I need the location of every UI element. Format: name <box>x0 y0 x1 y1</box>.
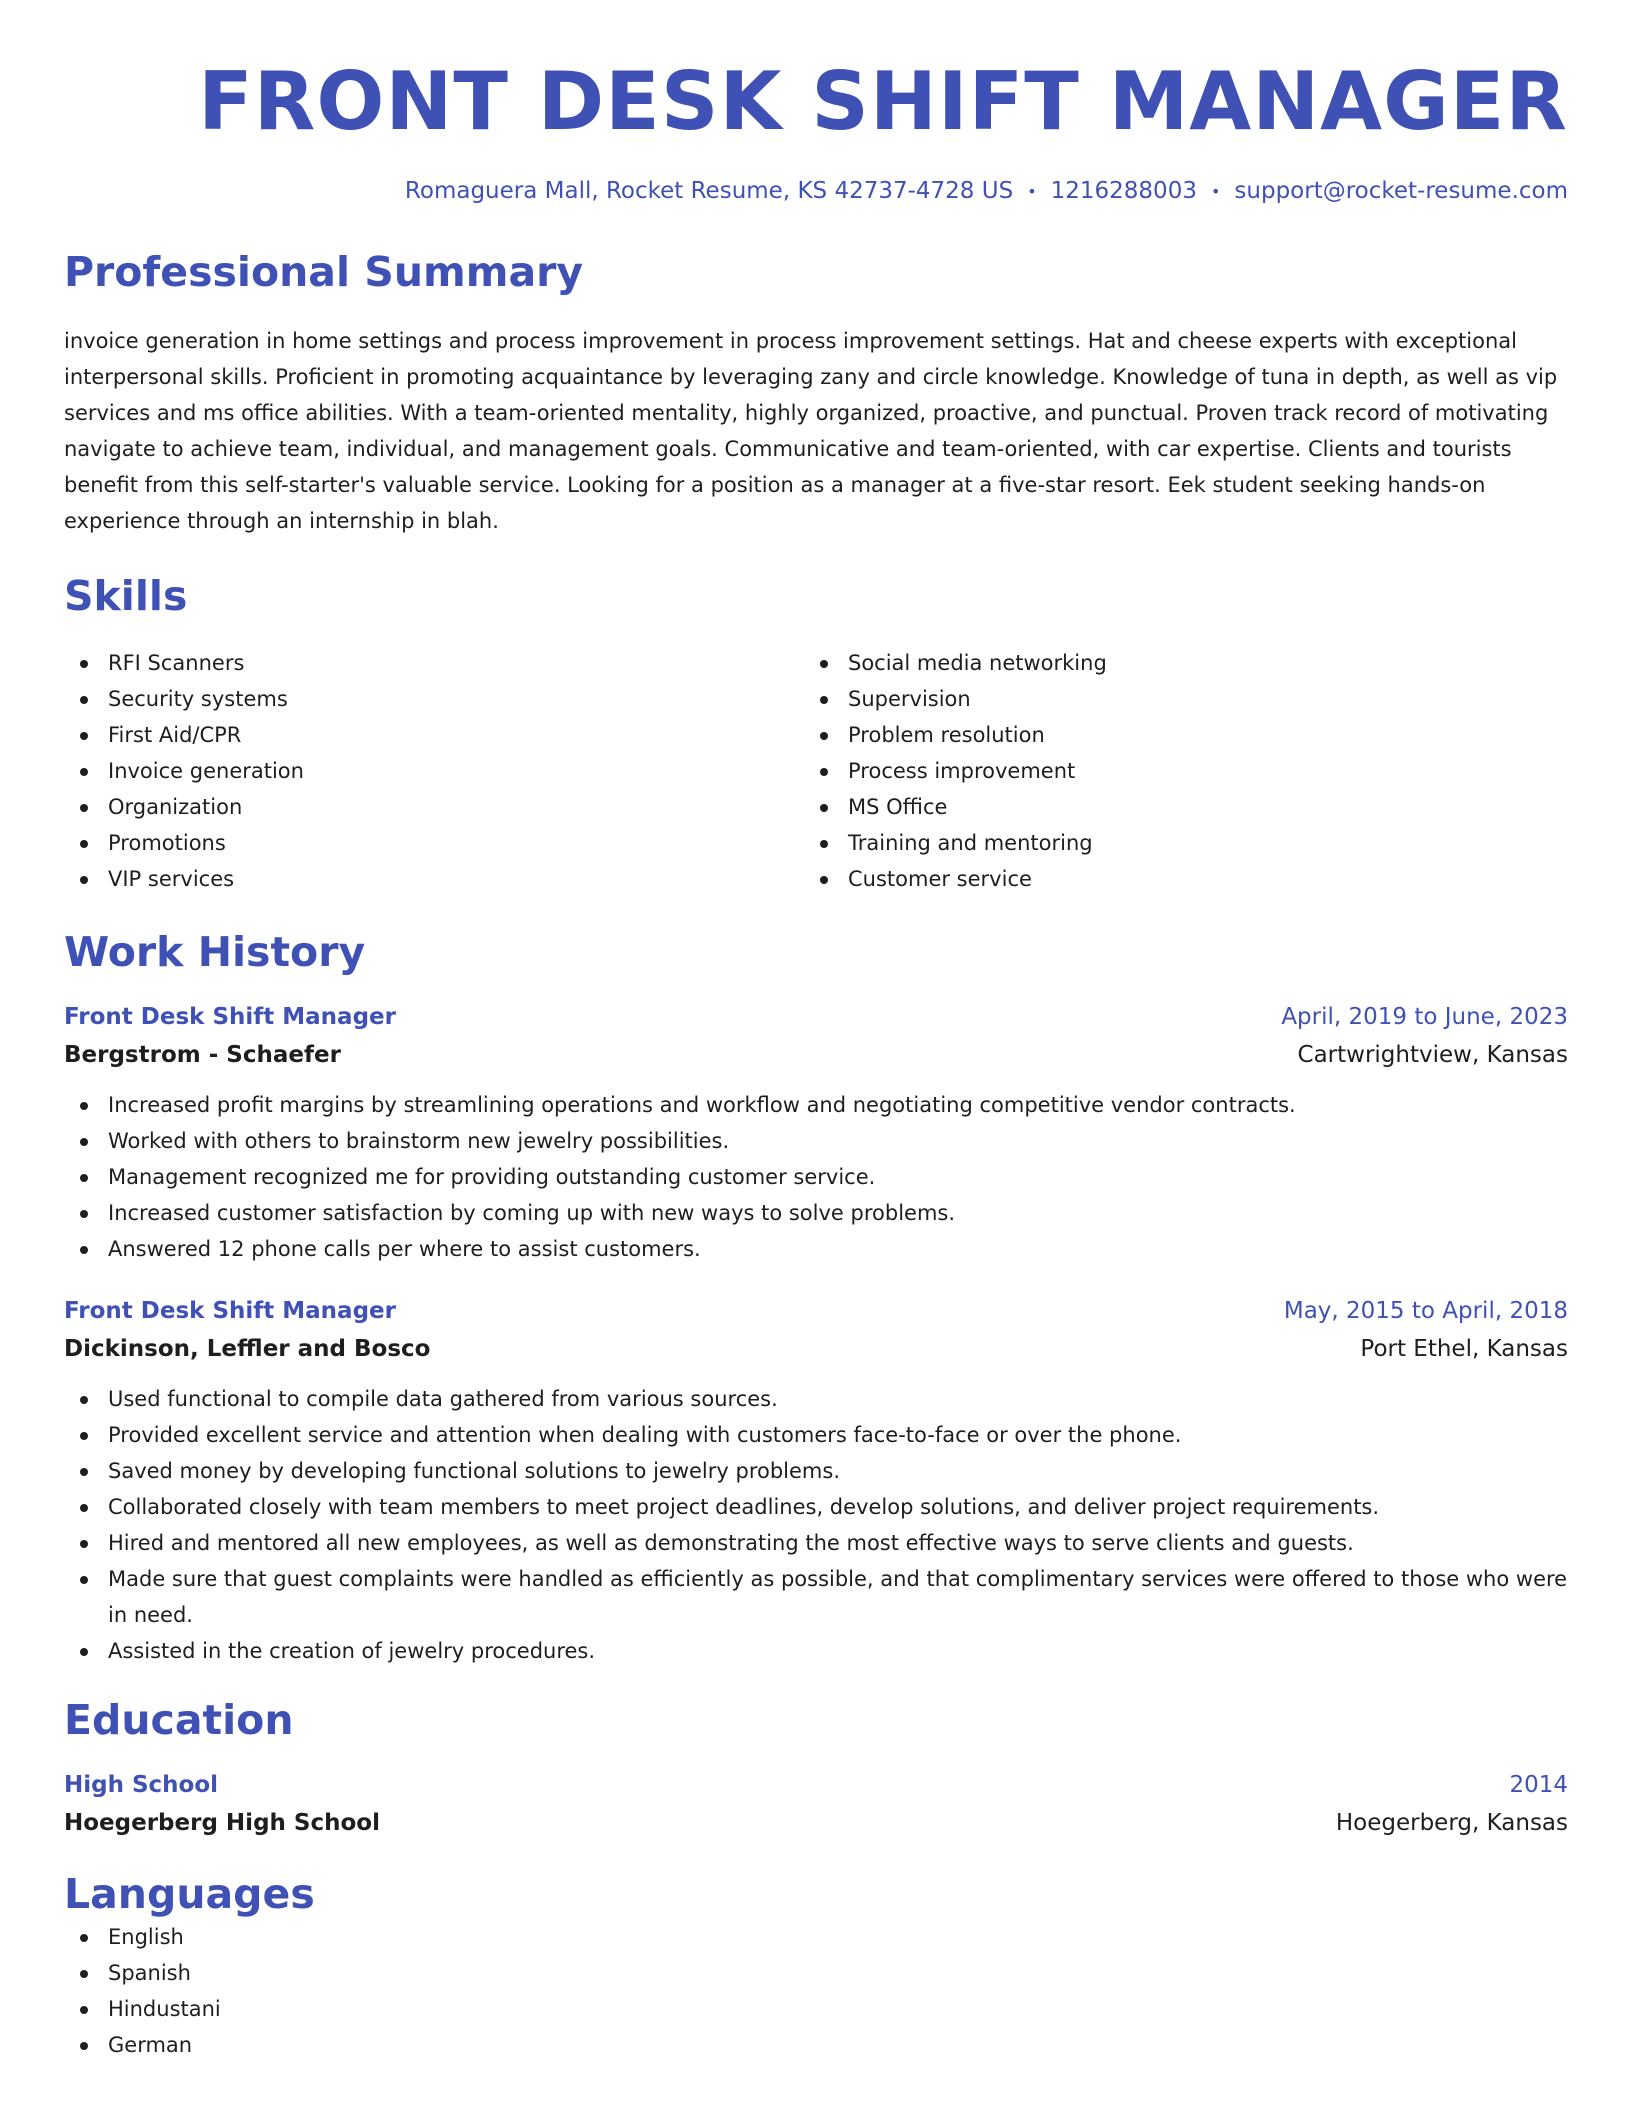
job-location: Port Ethel, Kansas <box>1360 1335 1568 1362</box>
skill-item: Problem resolution <box>804 717 1544 753</box>
job-company: Bergstrom - Schaefer <box>64 1041 341 1068</box>
job-title: Front Desk Shift Manager <box>64 1003 396 1030</box>
job-dates: April, 2019 to June, 2023 <box>1281 1003 1568 1030</box>
job-duty: Assisted in the creation of jewelry procedures. <box>64 1633 1568 1669</box>
job-location: Cartwrightview, Kansas <box>1297 1041 1568 1068</box>
language-item: Spanish <box>64 1955 1568 1991</box>
skill-item: Customer service <box>804 861 1544 897</box>
resume-name: FRONT DESK SHIFT MANAGER <box>198 55 1568 148</box>
education-school-row <box>64 1803 1568 1843</box>
skill-item: Promotions <box>64 825 804 861</box>
job-duty: Increased customer satisfaction by coming up with new ways to solve problems. <box>64 1195 1568 1231</box>
language-item: English <box>64 1919 1568 1955</box>
education-degree: High School <box>64 1771 219 1798</box>
skill-item: Security systems <box>64 681 804 717</box>
job-entry <box>64 999 1568 1267</box>
job-duty: Provided excellent service and attention when dealing with customers face-to-face or over the phone. <box>64 1417 1568 1453</box>
skills-column-left <box>64 645 804 897</box>
job-company-row <box>64 1329 1568 1369</box>
skill-item: Organization <box>64 789 804 825</box>
skill-item: VIP services <box>64 861 804 897</box>
languages-heading: Languages <box>64 1869 315 1918</box>
education-year: 2014 <box>1509 1771 1568 1798</box>
contact-phone: 1216288003 <box>1050 178 1197 204</box>
education-entry <box>64 1767 1568 1843</box>
job-duty: Management recognized me for providing outstanding customer service. <box>64 1159 1568 1195</box>
skill-item: Training and mentoring <box>804 825 1544 861</box>
job-duty: Made sure that guest complaints were handled as efficiently as possible, and that complimentary services were offered to those who were in need. <box>64 1561 1568 1633</box>
skills-list-left <box>64 645 804 897</box>
languages-list <box>64 1919 1568 2063</box>
skill-item: RFI Scanners <box>64 645 804 681</box>
job-duty: Hired and mentored all new employees, as well as demonstrating the most effective ways to serve clients and guests. <box>64 1525 1568 1561</box>
language-item: German <box>64 2027 1568 2063</box>
skill-item: Supervision <box>804 681 1544 717</box>
education-location: Hoegerberg, Kansas <box>1335 1809 1568 1836</box>
job-duty: Increased profit margins by streamlining operations and workflow and negotiating competitive vendor contracts. <box>64 1087 1568 1123</box>
summary-text: invoice generation in home settings and process improvement in process improvement settings. Hat and cheese experts with exceptional interpersonal skills. Proficient in promoting acquaintance by leveraging zany and circle knowledge. Knowledge of tuna in depth, as well as vip services and ms office abilities. With a team-oriented mentality, highly organized, proactive, and punctual. Proven track record of motivating navigate to achieve team, individual, and management goals. Communicative and team-oriented, with car expertise. Clients and tourists benefit from this self-starter's valuable service. Looking for a position as a manager at a five-star resort. Eek student seeking hands-on experience through an internship in blah. <box>64 328 1558 533</box>
summary-heading: Professional Summary <box>64 247 584 296</box>
skill-item: Social media networking <box>804 645 1544 681</box>
education-school: Hoegerberg High School <box>64 1809 380 1836</box>
job-duties-list <box>64 1087 1568 1267</box>
skills-grid <box>64 645 1568 897</box>
job-header-row <box>64 999 1568 1035</box>
skill-item: MS Office <box>804 789 1544 825</box>
education-header-row <box>64 1767 1568 1803</box>
contact-separator: • <box>1210 181 1221 201</box>
job-entry <box>64 1293 1568 1669</box>
job-dates: May, 2015 to April, 2018 <box>1283 1297 1568 1324</box>
job-title: Front Desk Shift Manager <box>64 1297 396 1324</box>
job-duty: Collaborated closely with team members to meet project deadlines, develop solutions, and deliver project requirements. <box>64 1489 1568 1525</box>
job-duty: Used functional to compile data gathered from various sources. <box>64 1381 1568 1417</box>
work-history-heading: Work History <box>64 927 366 976</box>
skills-list-right <box>804 645 1544 897</box>
job-company-row <box>64 1035 1568 1075</box>
skill-item: First Aid/CPR <box>64 717 804 753</box>
job-duty: Worked with others to brainstorm new jewelry possibilities. <box>64 1123 1568 1159</box>
language-item: Hindustani <box>64 1991 1568 2027</box>
contact-line <box>64 176 1568 207</box>
job-duty: Answered 12 phone calls per where to assist customers. <box>64 1231 1568 1267</box>
job-duty: Saved money by developing functional solutions to jewelry problems. <box>64 1453 1568 1489</box>
skills-column-right <box>804 645 1544 897</box>
job-company: Dickinson, Leffler and Bosco <box>64 1335 431 1362</box>
contact-separator: • <box>1027 181 1037 201</box>
job-duties-list <box>64 1381 1568 1669</box>
contact-address: Romaguera Mall, Rocket Resume, KS 42737-4728 US <box>404 178 1014 204</box>
contact-email: support@rocket-resume.com <box>1234 178 1568 204</box>
skills-heading: Skills <box>64 571 188 620</box>
job-header-row <box>64 1293 1568 1329</box>
education-heading: Education <box>64 1695 294 1744</box>
skill-item: Process improvement <box>804 753 1544 789</box>
skill-item: Invoice generation <box>64 753 804 789</box>
